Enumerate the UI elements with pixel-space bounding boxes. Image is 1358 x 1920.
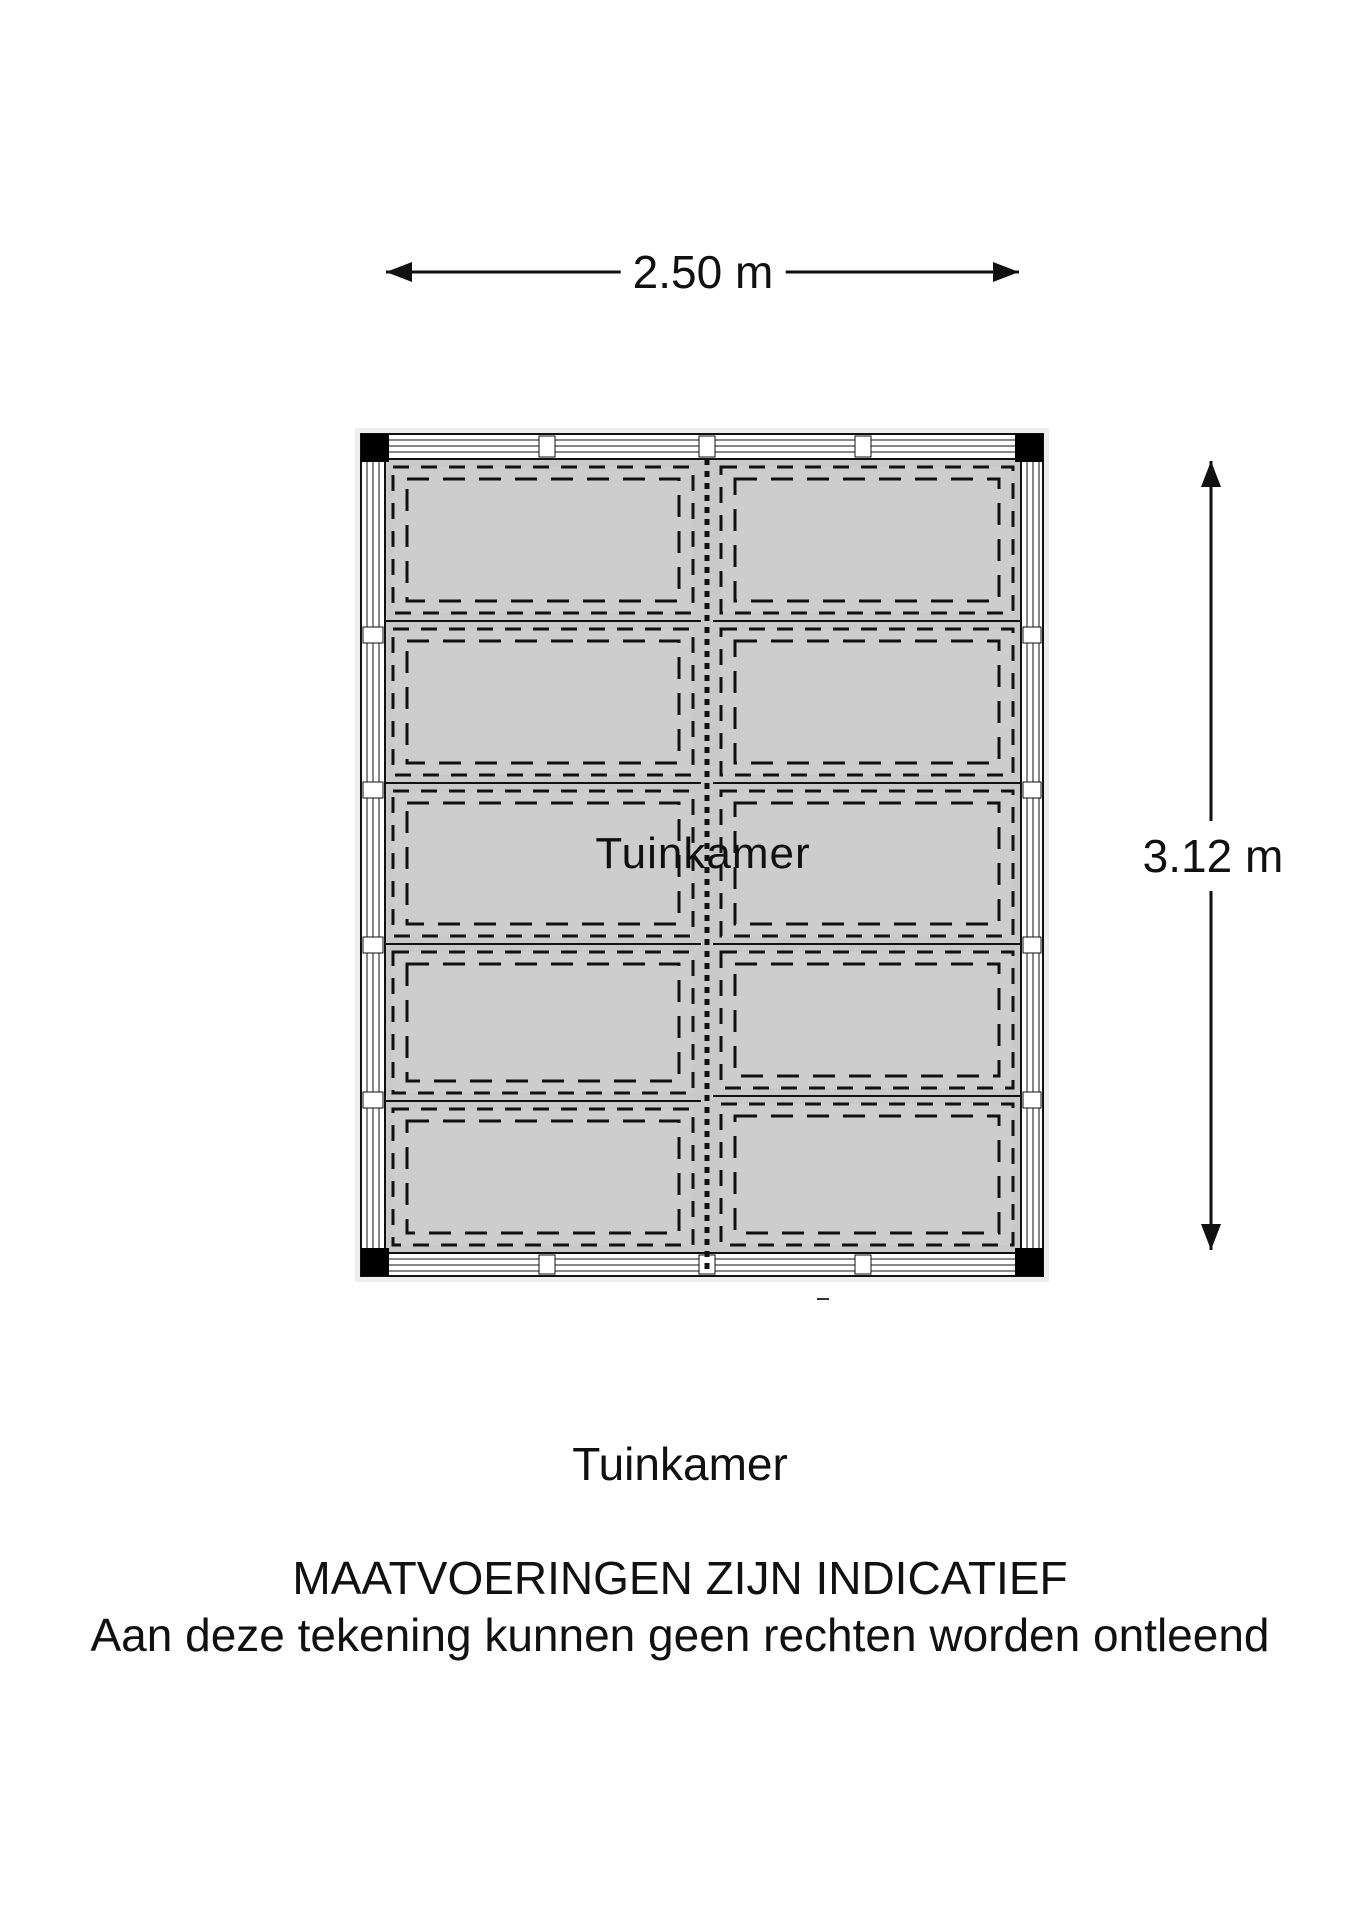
beam-joint: [539, 1255, 555, 1274]
floor-panel: [393, 467, 693, 613]
beam-joint: [363, 937, 383, 953]
disclaimer-text: Aan deze tekening kunnen geen rechten worden ontleend: [90, 1609, 1270, 1661]
floor-panel: [393, 629, 693, 775]
disclaimer-heading: MAATVOERINGEN ZIJN INDICATIEF: [292, 1552, 1068, 1604]
corner-post: [361, 1248, 389, 1276]
beam-joint: [539, 436, 555, 457]
beam-joint: [1023, 1092, 1041, 1108]
corner-post: [1015, 434, 1043, 462]
beam-joint: [1023, 937, 1041, 953]
beam-joint: [1023, 627, 1041, 643]
height-label: 3.12 m: [1143, 821, 1284, 891]
beam-joint: [855, 436, 871, 457]
beam-joint: [363, 627, 383, 643]
room-label: Tuinkamer: [595, 829, 811, 878]
corner-post: [1015, 1248, 1043, 1276]
beam-joint: [1023, 782, 1041, 798]
floor-panel: [721, 952, 1013, 1088]
floor-caption: Tuinkamer: [572, 1438, 788, 1490]
floor-panel: [393, 952, 693, 1093]
beam-joint: [363, 1092, 383, 1108]
width-label: 2.50 m: [621, 245, 786, 299]
right-beam: [1021, 434, 1043, 1276]
beam-joint: [363, 782, 383, 798]
floor-panel: [721, 629, 1013, 775]
corner-post: [361, 434, 389, 462]
floor-panel: [721, 467, 1013, 613]
floor-panel: [393, 1109, 693, 1245]
floor-panel: [721, 1104, 1013, 1245]
beam-joint: [699, 436, 715, 457]
beam-joint: [855, 1255, 871, 1274]
